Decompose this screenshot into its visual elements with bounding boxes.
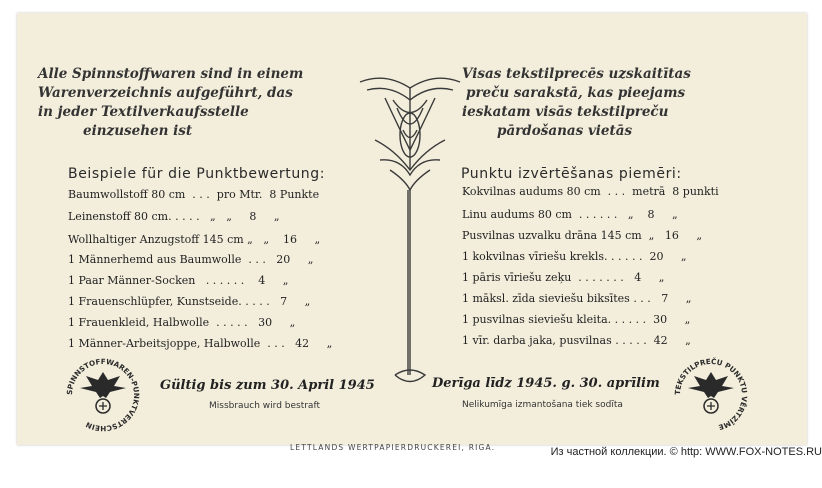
list-item: 1 Frauenkleid, Halbwolle . . . . . 30 „ xyxy=(68,316,296,329)
list-item: 1 Paar Männer-Socken . . . . . . 4 „ xyxy=(68,274,289,287)
penalty-notice-latvian: Nelikumīga izmantošana tiek sodīta xyxy=(462,400,623,410)
seal-left-icon xyxy=(58,350,148,440)
intro-line: Warenverzeichnis aufgeführt, das xyxy=(38,85,293,101)
list-item: 1 Frauenschlüpfer, Kunstseide. . . . . 7 „ xyxy=(68,295,311,308)
valid-date-latvian: Derīga līdz 1945. g. 30. aprīlim xyxy=(432,376,660,391)
list-item: 1 kokvilnas vīriešu krekls. . . . . . 20 „ xyxy=(462,250,687,263)
heading-latvian: Punktu izvērtēšanas piemēri: xyxy=(461,166,682,182)
intro-text-latvian xyxy=(462,65,691,141)
list-item: 1 pusvilnas sieviešu kleita. . . . . . 30 „ xyxy=(462,313,691,326)
list-item: 1 Männer-Arbeitsjoppe, Halbwolle . . . 42 „ xyxy=(68,337,333,350)
intro-text-german xyxy=(38,65,303,141)
intro-line: in jeder Textilverkaufsstelle xyxy=(38,104,249,120)
heading-german: Beispiele für die Punktbewertung: xyxy=(68,166,326,182)
list-item: Linu audums 80 cm . . . . . . „ 8 „ xyxy=(462,208,678,221)
intro-line: pārdošanas vietās xyxy=(497,123,633,139)
list-item: Wollhaltiger Anzugstoff 145 cm „ „ 16 „ xyxy=(68,233,321,246)
seal-right-icon xyxy=(666,350,756,440)
penalty-notice-german: Missbrauch wird bestraft xyxy=(209,401,320,411)
intro-line: Visas tekstilprecēs uzskaitītas xyxy=(462,66,691,82)
list-item: Baumwollstoff 80 cm . . . pro Mtr. 8 Punkte xyxy=(68,188,320,201)
list-item: Leinenstoff 80 cm. . . . . „ „ 8 „ xyxy=(68,210,280,223)
central-ornament xyxy=(355,70,465,400)
list-item: 1 vīr. darba jaka, pusvilnas . . . . . 42 „ xyxy=(462,334,691,347)
valid-date-german: Gültig bis zum 30. April 1945 xyxy=(160,378,375,393)
printer-imprint: LETTLANDS WERTPAPIERDRUCKEREI, RIGA. xyxy=(290,443,496,452)
list-item: 1 Männerhemd aus Baumwolle . . . 20 „ xyxy=(68,253,314,266)
svg-text:TEKSTILPREČU PUNKTU VĒRTZĪME: TEKSTILPREČU PUNKTU VĒRTZĪME xyxy=(672,356,750,432)
intro-line: ieskatam visās tekstilpreču xyxy=(462,104,669,120)
intro-line: preču sarakstā, kas pieejams xyxy=(466,85,686,101)
list-item: Kokvilnas audums 80 cm . . . metrā 8 punkti xyxy=(462,185,719,198)
list-item: 1 māksl. zīda sieviešu biksītes . . . 7 „ xyxy=(462,292,692,305)
svg-text:SPINNSTOFFWAREN-PUNKTVERTSCHEI: SPINNSTOFFWAREN-PUNKTVERTSCHEIN xyxy=(64,356,142,434)
collection-credit: Из частной коллекции. © http: WWW.FOX-NOTES.RU xyxy=(550,446,822,458)
list-item: Pusvilnas uzvalku drāna 145 cm „ 16 „ xyxy=(462,229,703,242)
list-item: 1 pāris vīriešu zeķu . . . . . . . 4 „ xyxy=(462,271,665,284)
intro-line: Alle Spinnstoffwaren sind in einem xyxy=(38,66,304,82)
intro-line: einzusehen ist xyxy=(83,123,193,139)
